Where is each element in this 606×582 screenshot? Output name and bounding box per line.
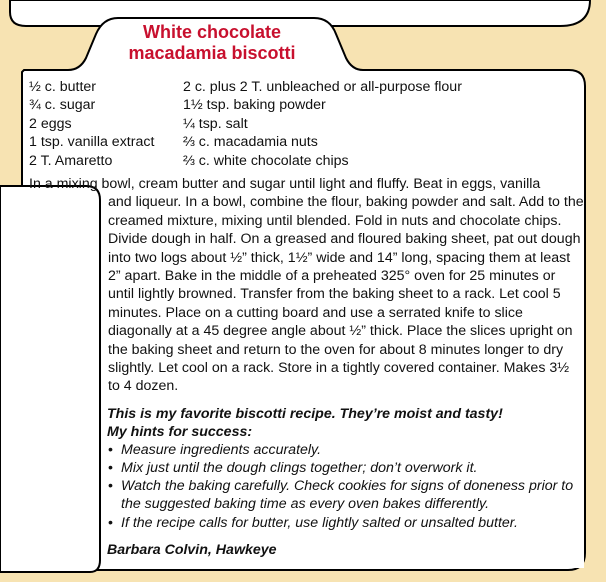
ingredients-right-column: [183, 78, 462, 170]
bullet: •: [108, 478, 113, 495]
hint-text: Mix just until the dough clings together; don’t overwork it.: [121, 460, 478, 477]
author-signature: Barbara Colvin, Hawkeye: [107, 541, 277, 558]
bullet: •: [108, 442, 113, 459]
hint-item: [107, 477, 577, 513]
ingredient: 2 eggs: [29, 115, 72, 132]
ingredient: ⅔ c. macadamia nuts: [183, 134, 318, 151]
hint-text: If the recipe calls for butter, use lightly salted or unsalted butter.: [121, 514, 518, 531]
ingredient: ¾ c. sugar: [29, 97, 96, 114]
hints-heading: My hints for success:: [107, 424, 253, 441]
ingredient: 1 tsp. vanilla extract: [29, 134, 155, 151]
ingredient: ½ c. butter: [29, 79, 97, 95]
ingredients-left-column: [29, 78, 154, 170]
ingredient: 1½ tsp. baking powder: [183, 97, 326, 114]
hint-item: [107, 514, 577, 532]
ingredient: 2 c. plus 2 T. unbleached or all-purpose flour: [183, 79, 462, 95]
hint-item: [107, 459, 577, 477]
ingredient: ⅔ c. white chocolate chips: [183, 152, 349, 169]
directions-first-line: In a mixing bowl, cream butter and sugar until light and fluffy. Beat in eggs, vanilla: [29, 176, 541, 192]
bullet: •: [108, 460, 113, 477]
favorite-comment: This is my favorite biscotti recipe. They’re moist and tasty!: [107, 406, 503, 422]
hint-text: Watch the baking carefully. Check cookies for signs of doneness prior to the suggested baking time as every oven bakes differently.: [121, 478, 574, 513]
directions-text: and liqueur. In a bowl, combine the flour, baking powder and salt. Add to the creamed mixture, mixing until blended. Fold in nuts and chocolate chips. Divide dough in half. On a greased and floured baking sheet, pat out dough into two logs about ½” thick, 1½” wide and 14” long, spacing them at least 2” apart. Bake in the middle of a preheated 325° oven for 25 minutes or until lightly browned. Transfer from the baking sheet to a rack. Let cool 5 minutes. Place on a cutting board and use a serrated knife to slice diagonally at a 45 degree angle about ½” thick. Place the slices upright on the baking sheet and return to the oven for about 8 minutes longer to dry slightly. Let cool on a rack. Store in a tightly covered container. Makes 3½ to 4 dozen.: [108, 194, 584, 395]
bullet: •: [108, 514, 113, 531]
ingredient: ¼ tsp. salt: [183, 115, 248, 132]
cook-comments: [107, 405, 577, 559]
hint-text: Measure ingredients accurately.: [121, 442, 322, 459]
hint-item: [107, 441, 577, 459]
ingredient: 2 T. Amaretto: [29, 152, 113, 169]
recipe-title: White chocolate macadamia biscotti: [128, 22, 296, 63]
directions: [29, 175, 584, 396]
